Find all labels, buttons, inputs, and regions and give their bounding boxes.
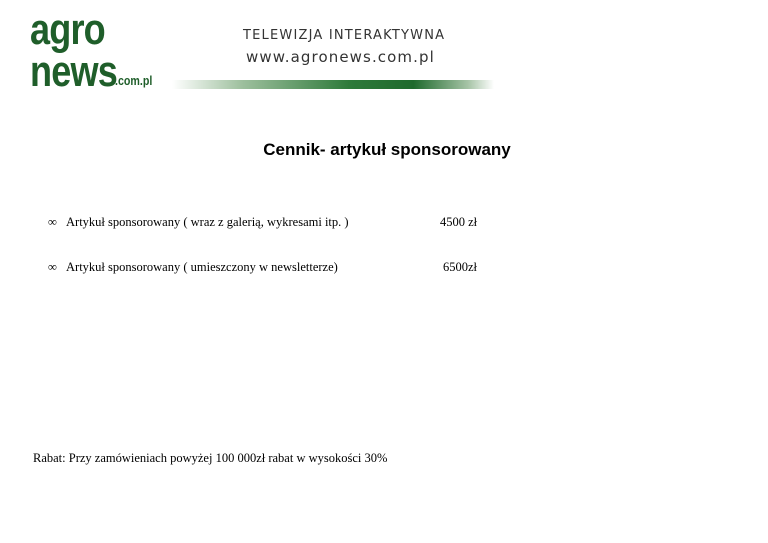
infinity-bullet-icon: ∞ [48, 260, 57, 274]
price-list-item [48, 213, 528, 231]
infinity-bullet-icon: ∞ [48, 215, 57, 229]
header-divider-bar [172, 80, 494, 89]
price-list-item [48, 258, 528, 276]
discount-note: Rabat: Przy zamówieniach powyżej 100 000zł rabat w wysokości 30% [33, 451, 388, 465]
tagline: TELEWIZJA INTERAKTYWNA [243, 28, 446, 43]
agronews-logo [30, 5, 160, 96]
item-price: 6500zł [443, 260, 478, 274]
logo-text-agro: agro [30, 5, 105, 54]
logo-text-suffix: .com.pl [115, 73, 153, 88]
item-price: 4500 zł [440, 215, 478, 229]
item-description: Artykuł sponsorowany ( umieszczony w newsletterze) [66, 260, 338, 274]
logo-text-news: news [30, 47, 117, 96]
website-url: www.agronews.com.pl [246, 48, 435, 66]
page-title: Cennik- artykuł sponsorowany [263, 140, 511, 159]
item-description: Artykuł sponsorowany ( wraz z galerią, wykresami itp. ) [66, 215, 349, 229]
